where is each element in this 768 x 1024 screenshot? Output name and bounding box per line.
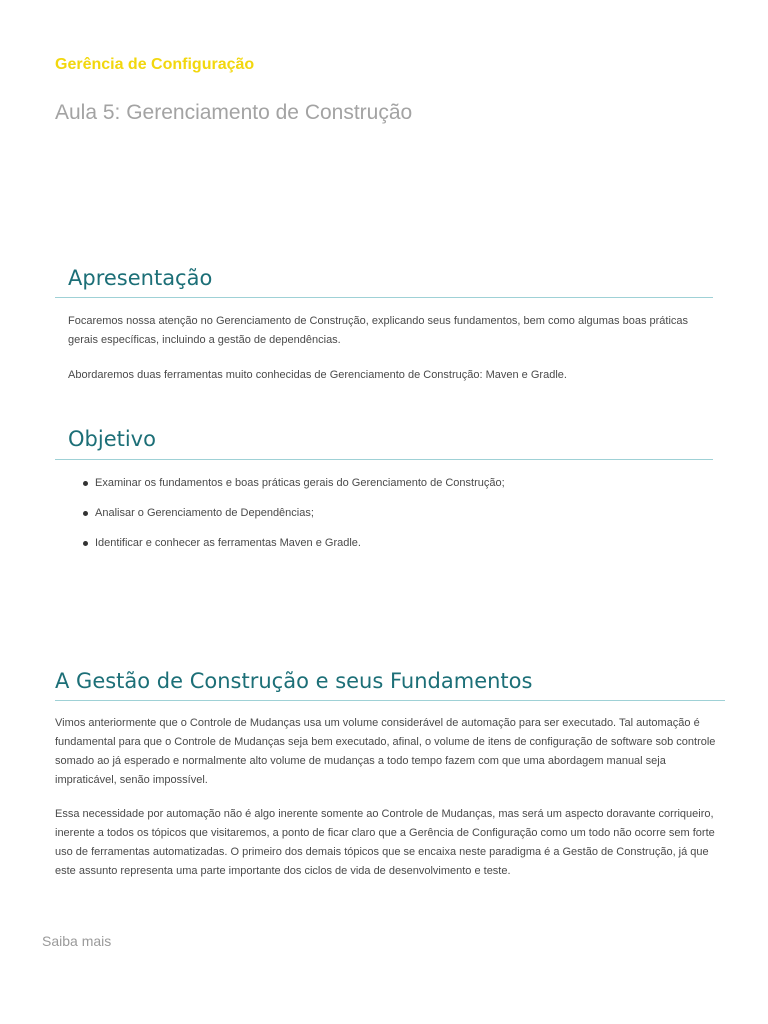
fundamentos-heading: A Gestão de Construção e seus Fundamentos bbox=[55, 669, 533, 693]
fundamentos-divider bbox=[55, 700, 725, 701]
fundamentos-paragraph-1: Vimos anteriormente que o Controle de Mudanças usa um volume considerável de automação para ser executado. Tal automação é fundamental para que o Controle de Mudanças seja bem executado, afinal, o volume de itens de configuração de software sob controle somado ao já esperado e normalmente alto volume de mudanças a todo tempo fazem com que uma abordagem manual seja impraticável, senão impossível. bbox=[55, 717, 716, 786]
fundamentos-paragraph-2: Essa necessidade por automação não é algo inerente somente ao Controle de Mudanças, mas será um aspecto doravante corriqueiro, inerente a todos os tópicos que visitaremos, a ponto de ficar claro que a Gerência de Configuração como um todo não ocorre sem forte uso de ferramentas automatizadas. O primeiro dos demais tópicos que se encaixa neste paradigma é a Gestão de Construção, já que este assunto representa uma parte importante dos ciclos de vida de desenvolvimento e teste. bbox=[55, 808, 715, 877]
bullet-icon bbox=[83, 511, 88, 516]
list-item bbox=[83, 474, 505, 504]
saiba-mais-link[interactable]: Saiba mais bbox=[42, 933, 112, 949]
lesson-title: Aula 5: Gerenciamento de Construção bbox=[55, 101, 413, 124]
apresentacao-heading: Apresentação bbox=[68, 266, 213, 290]
apresentacao-paragraph-2: Abordaremos duas ferramentas muito conhecidas de Gerenciamento de Construção: Maven e Gradle. bbox=[68, 369, 567, 381]
list-item-text: Identificar e conhecer as ferramentas Maven e Gradle. bbox=[95, 537, 361, 549]
apresentacao-paragraph-1: Focaremos nossa atenção no Gerenciamento de Construção, explicando seus fundamentos, bem como algumas boas práticas gerais específicas, incluindo a gestão de dependências. bbox=[68, 315, 689, 346]
apresentacao-divider bbox=[55, 297, 713, 298]
objetivo-divider bbox=[55, 459, 713, 460]
list-item bbox=[83, 534, 505, 564]
list-item bbox=[83, 504, 505, 534]
bullet-icon bbox=[83, 541, 88, 546]
objetivo-heading: Objetivo bbox=[68, 427, 156, 451]
objetivo-list bbox=[83, 474, 505, 564]
bullet-icon bbox=[83, 481, 88, 486]
list-item-text: Examinar os fundamentos e boas práticas gerais do Gerenciamento de Construção; bbox=[95, 477, 505, 489]
list-item-text: Analisar o Gerenciamento de Dependências; bbox=[95, 507, 314, 519]
course-title: Gerência de Configuração bbox=[55, 56, 255, 73]
